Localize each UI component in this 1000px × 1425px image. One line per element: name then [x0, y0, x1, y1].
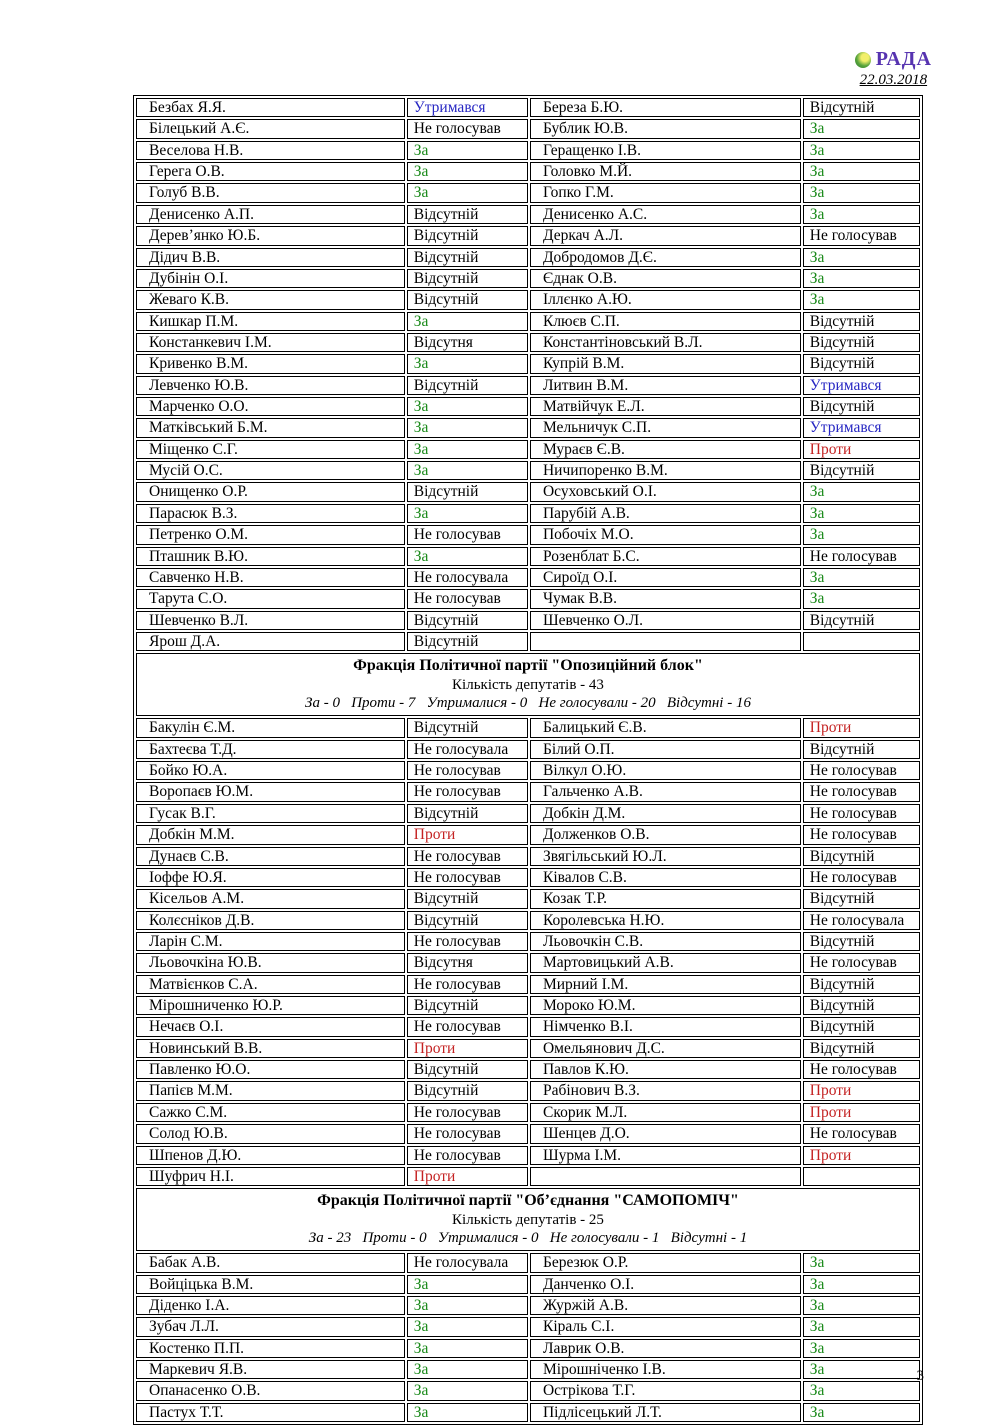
vote-value: За — [803, 568, 920, 587]
vote-value: За — [803, 589, 920, 608]
deputy-name: Королевська Н.Ю. — [530, 911, 801, 930]
deputy-name: Левченко Ю.В. — [136, 376, 405, 395]
vote-value: За — [803, 1381, 920, 1400]
vote-value: Відсутній — [407, 290, 528, 309]
vote-value: Проти — [803, 718, 920, 737]
vote-value: За — [407, 312, 528, 331]
deputy-name: Білецький А.Є. — [136, 119, 405, 138]
vote-value: За — [407, 1275, 528, 1294]
deputy-name: Діденко І.А. — [136, 1296, 405, 1315]
deputy-name: Білий О.П. — [530, 740, 801, 759]
vote-value: За — [803, 141, 920, 160]
vote-value: За — [407, 1360, 528, 1379]
deputy-name: Парубій А.В. — [530, 504, 801, 523]
deputy-name: Ківалов С.В. — [530, 868, 801, 887]
deputy-name: Клюєв С.П. — [530, 312, 801, 331]
vote-value: За — [407, 1381, 528, 1400]
deputy-name: Мороко Ю.М. — [530, 996, 801, 1015]
deputy-name: Балицький Є.В. — [530, 718, 801, 737]
vote-value: Не голосувала — [803, 911, 920, 930]
vote-value: Не голосував — [407, 119, 528, 138]
deputy-name: Береза Б.Ю. — [530, 98, 801, 117]
vote-value: Не голосував — [407, 1124, 528, 1143]
deputy-name: Шевченко В.Л. — [136, 611, 405, 630]
deputy-name: Матвієнков С.А. — [136, 975, 405, 994]
vote-value: Відсутній — [407, 611, 528, 630]
vote-value: Проти — [407, 1167, 528, 1186]
deputy-name: Бахтеєва Т.Д. — [136, 740, 405, 759]
vote-value — [803, 1167, 920, 1186]
vote-value: Проти — [803, 1146, 920, 1165]
faction-deputy-count: Кількість депутатів - 25 — [452, 1212, 604, 1229]
deputy-row — [136, 1146, 920, 1165]
deputy-name: Мартовицький А.В. — [530, 953, 801, 972]
deputy-row — [136, 1039, 920, 1058]
deputy-name: Кривенко В.М. — [136, 354, 405, 373]
deputy-name: Острікова Т.Г. — [530, 1381, 801, 1400]
vote-value: Не голосував — [407, 975, 528, 994]
deputy-name: Геращенко І.В. — [530, 141, 801, 160]
vote-value: Відсутній — [407, 269, 528, 288]
vote-value: За — [803, 205, 920, 224]
deputy-row — [136, 611, 920, 630]
vote-value: За — [803, 482, 920, 501]
vote-value: Не голосував — [803, 761, 920, 780]
deputy-row — [136, 1124, 920, 1143]
deputy-name: Бойко Ю.А. — [136, 761, 405, 780]
deputy-name: Марченко О.О. — [136, 397, 405, 416]
deputy-name: Дерев’янко Ю.Б. — [136, 226, 405, 245]
deputy-row — [136, 1103, 920, 1122]
deputy-name: Розенблат Б.С. — [530, 547, 801, 566]
deputy-name: Долженков О.В. — [530, 825, 801, 844]
faction-vote-stats: За - 0 Проти - 7 Утрималися - 0 Не голосували - 20 Відсутні - 16 — [305, 695, 751, 712]
vote-value: Не голосував — [407, 782, 528, 801]
vote-value: Не голосував — [803, 782, 920, 801]
vote-value: Відсутній — [407, 482, 528, 501]
deputy-row — [136, 804, 920, 823]
deputy-name: Іоффе Ю.Я. — [136, 868, 405, 887]
vote-value: За — [803, 1339, 920, 1358]
deputy-name — [530, 1167, 801, 1186]
vote-value: Відсутній — [407, 718, 528, 737]
deputy-name: Вілкул О.Ю. — [530, 761, 801, 780]
deputy-name: Безбах Я.Я. — [136, 98, 405, 117]
vote-value: За — [407, 183, 528, 202]
deputy-row — [136, 589, 920, 608]
vote-value: Відсутній — [407, 996, 528, 1015]
deputy-row — [136, 504, 920, 523]
deputy-name: Пастух Т.Т. — [136, 1403, 405, 1422]
deputy-name: Матківський Б.М. — [136, 418, 405, 437]
vote-value: Відсутня — [407, 953, 528, 972]
deputy-name: Кіраль С.І. — [530, 1317, 801, 1336]
vote-value: Відсутній — [407, 911, 528, 930]
deputy-name: Добкін М.М. — [136, 825, 405, 844]
rada-logo-icon — [855, 52, 871, 68]
vote-value — [803, 632, 920, 651]
deputy-name: Жеваго К.В. — [136, 290, 405, 309]
deputy-row — [136, 290, 920, 309]
deputy-name: Деркач А.Л. — [530, 226, 801, 245]
deputy-name: Опанасенко О.В. — [136, 1381, 405, 1400]
deputy-name: Данченко О.І. — [530, 1275, 801, 1294]
deputy-name: Зубач Л.Л. — [136, 1317, 405, 1336]
deputy-name: Павлов К.Ю. — [530, 1060, 801, 1079]
deputy-name: Осуховський О.І. — [530, 482, 801, 501]
vote-value: За — [407, 547, 528, 566]
deputy-name: Колєсніков Д.В. — [136, 911, 405, 930]
vote-value: Відсутній — [803, 333, 920, 352]
deputy-name: Дідич В.В. — [136, 248, 405, 267]
deputy-name: Березюк О.Р. — [530, 1253, 801, 1272]
deputy-name: Новинський В.В. — [136, 1039, 405, 1058]
vote-value: За — [407, 418, 528, 437]
deputy-name: Бакулін Є.М. — [136, 718, 405, 737]
vote-value: Проти — [803, 1081, 920, 1100]
section-header-row — [136, 1188, 920, 1251]
deputy-name: Павленко Ю.О. — [136, 1060, 405, 1079]
vote-value: Не голосував — [803, 825, 920, 844]
deputy-name: Підлісецький Л.Т. — [530, 1403, 801, 1422]
vote-value: За — [407, 1403, 528, 1422]
deputy-name: Шуфрич Н.І. — [136, 1167, 405, 1186]
vote-value: За — [407, 397, 528, 416]
deputy-name: Войціцька В.М. — [136, 1275, 405, 1294]
vote-value: Утримався — [803, 418, 920, 437]
vote-value: Відсутній — [803, 975, 920, 994]
vote-value: Відсутній — [803, 611, 920, 630]
deputy-row — [136, 397, 920, 416]
faction-deputy-count: Кількість депутатів - 43 — [452, 677, 604, 694]
deputy-name: Константіновський В.Л. — [530, 333, 801, 352]
vote-value: За — [803, 1253, 920, 1272]
deputy-name: Дубінін О.І. — [136, 269, 405, 288]
vote-value: Відсутній — [407, 226, 528, 245]
vote-value: Не голосував — [803, 1060, 920, 1079]
deputy-name: Савченко Н.В. — [136, 568, 405, 587]
vote-value: Відсутній — [803, 312, 920, 331]
vote-value: Не голосував — [803, 547, 920, 566]
vote-value: За — [407, 504, 528, 523]
deputy-row — [136, 847, 920, 866]
deputy-name: Веселова Н.В. — [136, 141, 405, 160]
deputy-row — [136, 1360, 920, 1379]
deputy-row — [136, 975, 920, 994]
vote-value: За — [803, 290, 920, 309]
deputy-row — [136, 761, 920, 780]
deputy-name: Шпенов Д.Ю. — [136, 1146, 405, 1165]
vote-value: Відсутній — [803, 847, 920, 866]
deputy-name: Мірошніченко І.В. — [530, 1360, 801, 1379]
faction-title: Фракція Політичної партії "Об’єднання "САМОПОМІЧ" — [317, 1192, 739, 1210]
deputy-row — [136, 1275, 920, 1294]
deputy-name: Пташник В.Ю. — [136, 547, 405, 566]
deputy-row — [136, 119, 920, 138]
deputy-row — [136, 354, 920, 373]
vote-value: Проти — [803, 1103, 920, 1122]
voting-table — [133, 95, 923, 1425]
deputy-name: Дунаєв С.В. — [136, 847, 405, 866]
vote-value: Не голосував — [407, 1017, 528, 1036]
deputy-name: Гусак В.Г. — [136, 804, 405, 823]
vote-value: Не голосував — [407, 868, 528, 887]
vote-value: Не голосував — [803, 804, 920, 823]
deputy-name: Лаврик О.В. — [530, 1339, 801, 1358]
deputy-row — [136, 333, 920, 352]
deputy-row — [136, 418, 920, 437]
section-header-cell — [136, 1188, 920, 1251]
vote-value: Відсутній — [407, 248, 528, 267]
deputy-name: Добкін Д.М. — [530, 804, 801, 823]
vote-value: Не голосував — [803, 226, 920, 245]
vote-value: За — [803, 1403, 920, 1422]
vote-value: За — [803, 525, 920, 544]
vote-value: Відсутній — [407, 205, 528, 224]
deputy-row — [136, 1381, 920, 1400]
deputy-name: Онищенко О.Р. — [136, 482, 405, 501]
vote-value: За — [803, 1360, 920, 1379]
voting-table-body — [136, 98, 920, 1422]
vote-value: Утримався — [803, 376, 920, 395]
rada-logo-text: РАДА — [875, 48, 932, 70]
deputy-row — [136, 226, 920, 245]
section-header-row — [136, 653, 920, 716]
deputy-name: Гопко Г.М. — [530, 183, 801, 202]
deputy-row — [136, 376, 920, 395]
deputy-row — [136, 1253, 920, 1272]
vote-value: Відсутній — [803, 740, 920, 759]
vote-value: За — [803, 269, 920, 288]
deputy-name: Бублик Ю.В. — [530, 119, 801, 138]
rada-logo — [855, 48, 932, 71]
deputy-name — [530, 632, 801, 651]
deputy-name: Мусій О.С. — [136, 461, 405, 480]
vote-value: Відсутній — [803, 932, 920, 951]
deputy-name: Герега О.В. — [136, 162, 405, 181]
deputy-name: Сажко С.М. — [136, 1103, 405, 1122]
deputy-name: Мельничук С.П. — [530, 418, 801, 437]
deputy-row — [136, 932, 920, 951]
vote-value: Не голосував — [407, 847, 528, 866]
vote-value: Відсутній — [407, 1081, 528, 1100]
deputy-row — [136, 183, 920, 202]
deputy-name: Ничипоренко В.М. — [530, 461, 801, 480]
faction-title: Фракція Політичної партії "Опозиційний блок" — [353, 657, 703, 675]
deputy-row — [136, 825, 920, 844]
deputy-row — [136, 269, 920, 288]
vote-value: За — [407, 1296, 528, 1315]
vote-value: Відсутній — [803, 461, 920, 480]
deputy-row — [136, 953, 920, 972]
deputy-name: Сироїд О.І. — [530, 568, 801, 587]
vote-value: Не голосував — [803, 1124, 920, 1143]
deputy-name: Воропаєв Ю.М. — [136, 782, 405, 801]
vote-value: Проти — [407, 825, 528, 844]
deputy-row — [136, 868, 920, 887]
deputy-row — [136, 996, 920, 1015]
deputy-name: Мірошниченко Ю.Р. — [136, 996, 405, 1015]
deputy-row — [136, 525, 920, 544]
vote-value: Не голосував — [407, 525, 528, 544]
deputy-name: Рабінович В.З. — [530, 1081, 801, 1100]
deputy-row — [136, 1403, 920, 1422]
deputy-row — [136, 718, 920, 737]
deputy-row — [136, 547, 920, 566]
vote-value: За — [803, 1275, 920, 1294]
deputy-name: Бабак А.В. — [136, 1253, 405, 1272]
deputy-name: Денисенко А.С. — [530, 205, 801, 224]
deputy-name: Констанкевич І.М. — [136, 333, 405, 352]
page-number: 3 — [916, 1368, 924, 1384]
vote-value: За — [803, 248, 920, 267]
deputy-row — [136, 782, 920, 801]
deputy-name: Звягільський Ю.Л. — [530, 847, 801, 866]
document-date: 22.03.2018 — [859, 72, 928, 88]
deputy-name: Ярош Д.А. — [136, 632, 405, 651]
vote-value: За — [407, 461, 528, 480]
vote-value: Відсутній — [803, 996, 920, 1015]
deputy-name: Кишкар П.М. — [136, 312, 405, 331]
vote-value: За — [407, 162, 528, 181]
vote-value: Відсутній — [803, 1039, 920, 1058]
vote-value: Не голосував — [407, 1146, 528, 1165]
deputy-name: Скорик М.Л. — [530, 1103, 801, 1122]
deputy-row — [136, 461, 920, 480]
deputy-row — [136, 1339, 920, 1358]
deputy-row — [136, 162, 920, 181]
vote-value: Відсутній — [407, 376, 528, 395]
deputy-name: Кісельов А.М. — [136, 889, 405, 908]
deputy-name: Купрій В.М. — [530, 354, 801, 373]
deputy-name: Чумак В.В. — [530, 589, 801, 608]
section-header-cell — [136, 653, 920, 716]
deputy-name: Німченко В.І. — [530, 1017, 801, 1036]
deputy-row — [136, 568, 920, 587]
deputy-name: Добродомов Д.Є. — [530, 248, 801, 267]
deputy-name: Парасюк В.З. — [136, 504, 405, 523]
deputy-name: Міщенко С.Г. — [136, 440, 405, 459]
vote-value: Не голосувала — [407, 1253, 528, 1272]
deputy-row — [136, 1060, 920, 1079]
deputy-name: Шевченко О.Л. — [530, 611, 801, 630]
deputy-name: Гальченко А.В. — [530, 782, 801, 801]
deputy-row — [136, 205, 920, 224]
vote-value: За — [407, 1317, 528, 1336]
vote-value: За — [407, 1339, 528, 1358]
deputy-row — [136, 482, 920, 501]
deputy-row — [136, 98, 920, 117]
vote-value: Відсутній — [407, 632, 528, 651]
deputy-name: Льовочкін С.В. — [530, 932, 801, 951]
deputy-name: Журжій А.В. — [530, 1296, 801, 1315]
deputy-name: Льовочкіна Ю.В. — [136, 953, 405, 972]
vote-value: За — [407, 354, 528, 373]
deputy-row — [136, 312, 920, 331]
deputy-row — [136, 740, 920, 759]
deputy-name: Солод Ю.В. — [136, 1124, 405, 1143]
vote-value: Проти — [803, 440, 920, 459]
vote-value: Не голосувала — [407, 740, 528, 759]
deputy-name: Ларін С.М. — [136, 932, 405, 951]
deputy-row — [136, 1167, 920, 1186]
deputy-name: Головко М.Й. — [530, 162, 801, 181]
deputy-name: Матвійчук Е.Л. — [530, 397, 801, 416]
deputy-name: Шенцев Д.О. — [530, 1124, 801, 1143]
vote-value: Відсутній — [803, 1017, 920, 1036]
deputy-name: Нечаєв О.І. — [136, 1017, 405, 1036]
vote-value: За — [803, 1317, 920, 1336]
deputy-row — [136, 1317, 920, 1336]
deputy-name: Голуб В.В. — [136, 183, 405, 202]
deputy-name: Мирний І.М. — [530, 975, 801, 994]
deputy-row — [136, 1296, 920, 1315]
vote-value: Відсутній — [803, 98, 920, 117]
vote-value: Відсутній — [407, 1060, 528, 1079]
deputy-name: Папієв М.М. — [136, 1081, 405, 1100]
document-header — [855, 48, 932, 89]
vote-value: Утримався — [407, 98, 528, 117]
deputy-name: Маркевич Я.В. — [136, 1360, 405, 1379]
deputy-name: Денисенко А.П. — [136, 205, 405, 224]
deputy-row — [136, 632, 920, 651]
vote-value: Відсутній — [803, 354, 920, 373]
vote-value: Не голосував — [407, 1103, 528, 1122]
vote-value: Не голосував — [803, 953, 920, 972]
vote-value: Відсутній — [407, 804, 528, 823]
deputy-row — [136, 889, 920, 908]
vote-value: Не голосував — [803, 868, 920, 887]
deputy-name: Єднак О.В. — [530, 269, 801, 288]
deputy-row — [136, 248, 920, 267]
deputy-name: Козак Т.Р. — [530, 889, 801, 908]
vote-value: Відсутній — [803, 397, 920, 416]
vote-value: За — [803, 183, 920, 202]
vote-value: За — [803, 504, 920, 523]
deputy-name: Литвин В.М. — [530, 376, 801, 395]
deputy-name: Іллєнко А.Ю. — [530, 290, 801, 309]
deputy-row — [136, 141, 920, 160]
deputy-row — [136, 911, 920, 930]
vote-value: Проти — [407, 1039, 528, 1058]
vote-value: За — [803, 1296, 920, 1315]
vote-value: Не голосував — [407, 932, 528, 951]
vote-value: Відсутня — [407, 333, 528, 352]
deputy-name: Мураєв Є.В. — [530, 440, 801, 459]
vote-value: За — [407, 440, 528, 459]
vote-value: Відсутній — [407, 889, 528, 908]
deputy-name: Омельянович Д.С. — [530, 1039, 801, 1058]
deputy-row — [136, 1017, 920, 1036]
vote-value: За — [803, 119, 920, 138]
deputy-name: Петренко О.М. — [136, 525, 405, 544]
vote-value: Відсутній — [803, 889, 920, 908]
vote-value: За — [803, 162, 920, 181]
faction-vote-stats: За - 23 Проти - 0 Утрималися - 0 Не голосували - 1 Відсутні - 1 — [308, 1230, 748, 1247]
deputy-row — [136, 1081, 920, 1100]
deputy-name: Шурма І.М. — [530, 1146, 801, 1165]
vote-value: Не голосував — [407, 761, 528, 780]
deputy-name: Тарута С.О. — [136, 589, 405, 608]
deputy-name: Костенко П.П. — [136, 1339, 405, 1358]
vote-value: За — [407, 141, 528, 160]
vote-value: Не голосував — [407, 589, 528, 608]
vote-value: Не голосувала — [407, 568, 528, 587]
deputy-row — [136, 440, 920, 459]
deputy-name: Побочіх М.О. — [530, 525, 801, 544]
